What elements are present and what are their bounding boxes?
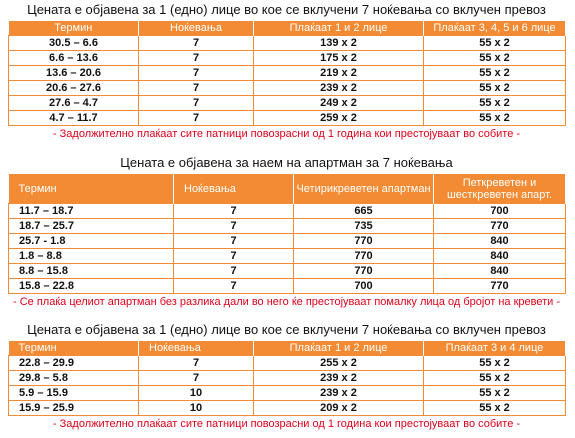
cell-term: 5.9 – 15.9	[9, 386, 139, 401]
cell-nights: 7	[139, 356, 254, 371]
cell-price-b: 55 x 2	[424, 401, 566, 416]
price-section-transport-1	[8, 2, 565, 141]
cell-price-b: 55 x 2	[424, 386, 566, 401]
cell-nights: 7	[174, 234, 294, 249]
cell-nights: 7	[174, 279, 294, 294]
section-note: - Задолжително плаќаат сите патници повозрасни од 1 година кои престојуваат во собите -	[52, 128, 521, 140]
cell-price-b: 840	[434, 249, 566, 264]
cell-term: 30.5 – 6.6	[9, 36, 139, 51]
cell-price-a: 259 x 2	[254, 111, 424, 126]
cell-term: 1.8 – 8.8	[9, 249, 174, 264]
table-row	[9, 66, 566, 81]
cell-price-b: 55 x 2	[424, 36, 566, 51]
cell-nights: 7	[139, 81, 254, 96]
section-title: Цената е објавена за 1 (едно) лице во кое се вклучени 7 ноќевања со вклучен превоз	[27, 322, 546, 337]
cell-price-a: 239 x 2	[254, 386, 424, 401]
cell-term: 4.7 – 11.7	[9, 111, 139, 126]
cell-price-a: 665	[294, 204, 434, 219]
cell-price-b: 55 x 2	[424, 81, 566, 96]
table-row	[9, 386, 566, 401]
table-header-row	[9, 174, 566, 204]
cell-price-a: 239 x 2	[254, 81, 424, 96]
table-row	[9, 219, 566, 234]
cell-price-b: 700	[434, 204, 566, 219]
cell-nights: 7	[139, 111, 254, 126]
cell-nights: 7	[174, 204, 294, 219]
table-row	[9, 264, 566, 279]
table-row	[9, 371, 566, 386]
cell-term: 20.6 – 27.6	[9, 81, 139, 96]
cell-nights: 10	[139, 386, 254, 401]
table-row	[9, 204, 566, 219]
cell-price-b: 55 x 2	[424, 66, 566, 81]
table-row	[9, 249, 566, 264]
price-section-apartment	[8, 155, 565, 309]
header-nights: Ноќевања	[174, 174, 294, 204]
cell-term: 13.6 – 20.6	[9, 66, 139, 81]
section-title: Цената е објавена за 1 (едно) лице во кое се вклучени 7 ноќевања со вклучен превоз	[27, 2, 546, 17]
header-price-a: Плаќаат 1 и 2 лице	[254, 21, 424, 36]
table-row	[9, 234, 566, 249]
header-price-b: Плаќаат 3, 4, 5 и 6 лице	[424, 21, 566, 36]
table-row	[9, 81, 566, 96]
header-nights: Ноќевања	[139, 21, 254, 36]
section-note: - Задолжително плаќаат сите патници повозрасни од 1 година кои престојуваат во собите -	[52, 418, 521, 430]
table-row	[9, 96, 566, 111]
section-title: Цената е објавена за наем на апартман за 7 ноќевања	[120, 155, 453, 170]
cell-price-a: 219 x 2	[254, 66, 424, 81]
cell-nights: 7	[139, 51, 254, 66]
cell-price-b: 840	[434, 264, 566, 279]
cell-nights: 10	[139, 401, 254, 416]
cell-price-b: 55 x 2	[424, 371, 566, 386]
header-term: Термин	[9, 21, 139, 36]
cell-price-b: 770	[434, 219, 566, 234]
cell-nights: 7	[174, 219, 294, 234]
header-price-b: Плаќаат 3 и 4 лице	[424, 341, 566, 356]
cell-nights: 7	[174, 249, 294, 264]
price-section-transport-2	[8, 322, 565, 431]
table-row	[9, 36, 566, 51]
table-row	[9, 111, 566, 126]
cell-price-a: 249 x 2	[254, 96, 424, 111]
section-note: - Се плаќа целиот апартман без разлика дали во него ќе престојуваат помалку лица од бројот на кревети -	[13, 296, 560, 308]
table-row	[9, 51, 566, 66]
cell-term: 15.8 – 22.8	[9, 279, 174, 294]
cell-term: 8.8 – 15.8	[9, 264, 174, 279]
cell-nights: 7	[139, 371, 254, 386]
cell-price-a: 209 x 2	[254, 401, 424, 416]
cell-price-b: 840	[434, 234, 566, 249]
cell-price-a: 770	[294, 264, 434, 279]
cell-nights: 7	[139, 36, 254, 51]
cell-price-b: 55 x 2	[424, 356, 566, 371]
header-term: Термин	[9, 341, 139, 356]
table-header-row	[9, 341, 566, 356]
cell-price-a: 255 x 2	[254, 356, 424, 371]
cell-price-a: 770	[294, 234, 434, 249]
price-table	[8, 174, 566, 294]
cell-term: 25.7 - 1.8	[9, 234, 174, 249]
cell-term: 15.9 – 25.9	[9, 401, 139, 416]
cell-price-b: 55 x 2	[424, 111, 566, 126]
price-table	[8, 21, 566, 126]
cell-nights: 7	[139, 96, 254, 111]
cell-term: 6.6 – 13.6	[9, 51, 139, 66]
cell-price-b: 55 x 2	[424, 96, 566, 111]
header-price-a: Четирикреветен апартман	[294, 174, 434, 204]
cell-price-a: 770	[294, 249, 434, 264]
cell-term: 29.8 – 5.8	[9, 371, 139, 386]
cell-price-a: 700	[294, 279, 434, 294]
table-row	[9, 401, 566, 416]
header-price-a: Плаќаат 1 и 2 лице	[254, 341, 424, 356]
cell-price-b: 55 x 2	[424, 51, 566, 66]
cell-term: 22.8 – 29.9	[9, 356, 139, 371]
header-nights: Ноќевања	[139, 341, 254, 356]
cell-nights: 7	[139, 66, 254, 81]
cell-term: 18.7 – 25.7	[9, 219, 174, 234]
cell-price-a: 175 x 2	[254, 51, 424, 66]
table-row	[9, 279, 566, 294]
cell-price-a: 139 x 2	[254, 36, 424, 51]
header-term: Термин	[9, 174, 174, 204]
cell-nights: 7	[174, 264, 294, 279]
table-header-row	[9, 21, 566, 36]
cell-term: 11.7 – 18.7	[9, 204, 174, 219]
cell-price-b: 770	[434, 279, 566, 294]
header-price-b: Петкреветен и шесткреветен апарт.	[434, 174, 566, 204]
table-row	[9, 356, 566, 371]
price-table	[8, 341, 566, 416]
cell-price-a: 735	[294, 219, 434, 234]
cell-term: 27.6 – 4.7	[9, 96, 139, 111]
cell-price-a: 239 x 2	[254, 371, 424, 386]
